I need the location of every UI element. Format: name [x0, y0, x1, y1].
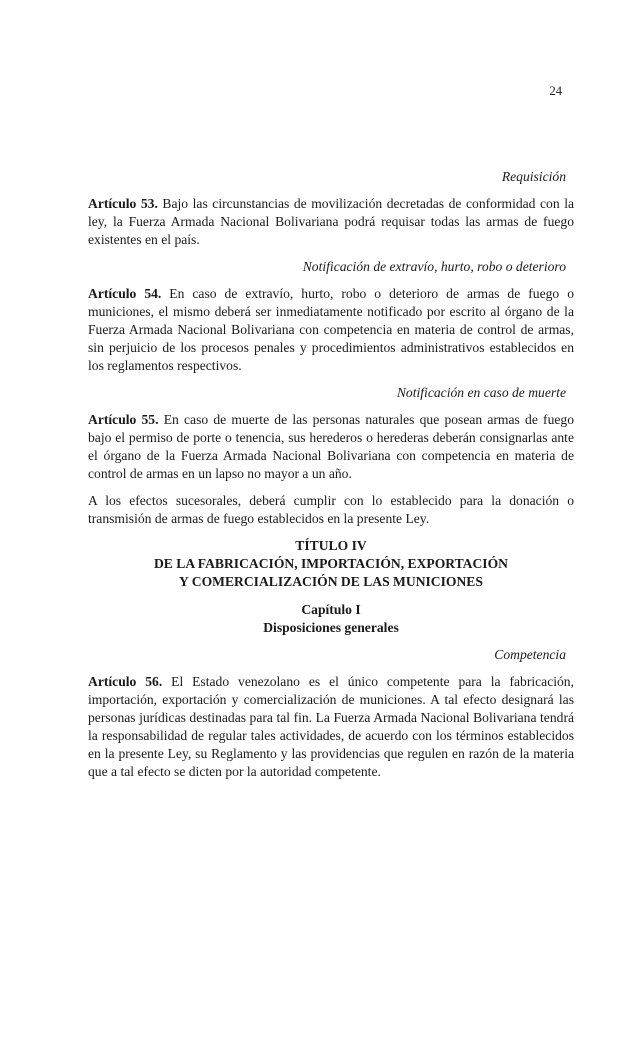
article-55 — [88, 411, 574, 483]
chapter-title: Disposiciones generales — [263, 620, 399, 635]
title-line-2: DE LA FABRICACIÓN, IMPORTACIÓN, EXPORTACIÓN — [153, 556, 508, 571]
article-53-text: Bajo las circunstancias de movilización decretadas de conformidad con la ley, la Fuerza Armada Nacional Bolivariana podrá requisar todas las armas de fuego existentes en el país. — [88, 196, 574, 247]
heading-notificacion-muerte: Notificación en caso de muerte — [396, 385, 566, 400]
heading-competencia: Competencia — [494, 647, 566, 662]
article-54 — [88, 285, 574, 375]
article-54-text: En caso de extravío, hurto, robo o deterioro de armas de fuego o municiones, el mismo deberá ser inmediatamente notificado por escrito al órgano de la Fuerza Armada Nacional Bolivariana con competencia en materia de control de armas, sin perjuicio de los procesos penales y procedimientos administrativos establecidos en los reglamentos respectivos. — [88, 286, 574, 373]
title-number: TÍTULO IV — [295, 538, 367, 553]
chapter-number: Capítulo I — [301, 602, 361, 617]
article-55-paragraph-2: A los efectos sucesorales, deberá cumplir con lo establecido para la donación o transmisión de armas de fuego establecidos en la presente Ley. — [88, 493, 574, 526]
article-55-label: Artículo 55. — [88, 412, 159, 427]
title-block — [88, 537, 574, 591]
article-54-label: Artículo 54. — [88, 286, 162, 301]
page-number: 24 — [549, 84, 562, 98]
article-53 — [88, 195, 574, 249]
article-55-text: En caso de muerte de las personas naturales que posean armas de fuego bajo el permiso de porte o tenencia, sus herederos o herederas deberán consignarlas ante el órgano de la Fuerza Armada Nacional Bolivariana con competencia en materia de control de armas en un lapso no mayor a un año. — [88, 412, 574, 481]
title-line-3: Y COMERCIALIZACIÓN DE LAS MUNICIONES — [179, 574, 483, 589]
article-56-text: El Estado venezolano es el único competente para la fabricación, importación, exportación y comercialización de municiones. A tal efecto designará las personas jurídicas destinadas para tal fin. La Fuerza Armada Nacional Bolivariana tendrá la responsabilidad de regular tales actividades, de acuerdo con los términos establecidos en la presente Ley, su Reglamento y las providencias que regulen en razón de la materia que a tal efecto se dicten por la autoridad competente. — [88, 674, 574, 779]
heading-notificacion-extravio: Notificación de extravío, hurto, robo o deterioro — [302, 259, 566, 274]
article-56-label: Artículo 56. — [88, 674, 163, 689]
article-53-label: Artículo 53. — [88, 196, 158, 211]
chapter-block — [88, 601, 574, 637]
document-body — [88, 168, 574, 790]
article-56 — [88, 673, 574, 781]
heading-requisicion: Requisición — [501, 169, 566, 184]
